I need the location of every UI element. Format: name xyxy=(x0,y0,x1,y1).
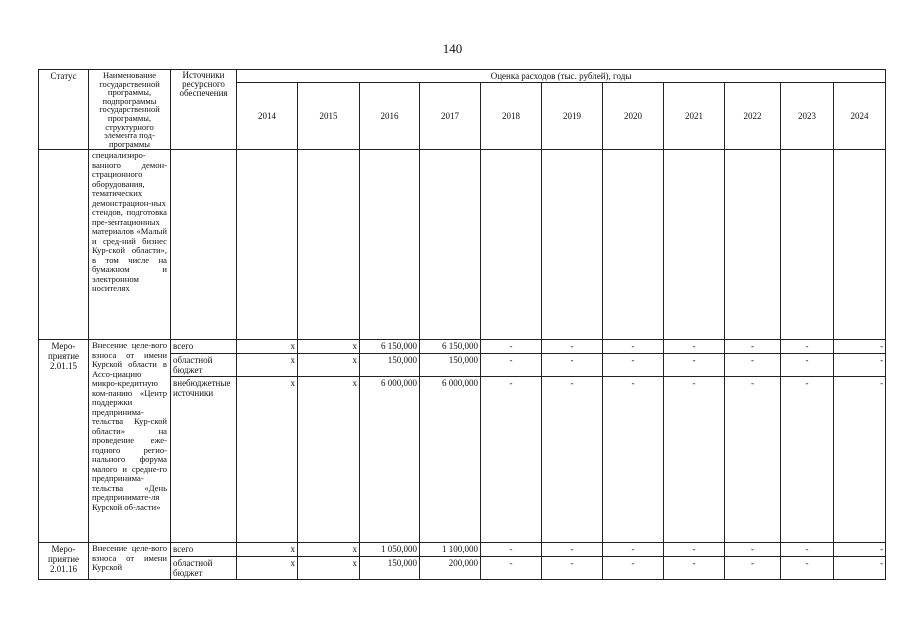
value-cell: 150,000 xyxy=(420,354,481,377)
value-cell: - xyxy=(664,340,725,354)
source-label: внебюджетные источники xyxy=(171,377,237,543)
value-cell: - xyxy=(481,377,542,543)
value-cell: - xyxy=(603,377,664,543)
value-cell: - xyxy=(781,557,834,580)
header-status: Статус xyxy=(39,70,89,150)
value-cell: - xyxy=(781,340,834,354)
value-cell: - xyxy=(781,377,834,543)
year-header: 2021 xyxy=(664,83,725,150)
value-cell: - xyxy=(725,377,781,543)
expenses-table xyxy=(38,69,886,580)
source-label: областной бюджет xyxy=(171,557,237,580)
value-cell: - xyxy=(481,557,542,580)
year-header: 2014 xyxy=(237,83,298,150)
source-label: всего xyxy=(171,340,237,354)
value-cell: - xyxy=(603,354,664,377)
year-header: 2018 xyxy=(481,83,542,150)
value-cell: - xyxy=(781,354,834,377)
year-header: 2022 xyxy=(725,83,781,150)
value-cell: - xyxy=(542,354,603,377)
page-number: 140 xyxy=(442,41,463,56)
value-cell: - xyxy=(603,557,664,580)
value-cell: - xyxy=(664,377,725,543)
continuation-text: специализиро-ванного демон-страционного оборудования, тематических демонстрацион-ных стендов, подготовка пре-зентационных материалов «Малый и сред-ний бизнес Кур-ской области», в том числе на бумажном и электронном носителях xyxy=(89,150,171,340)
year-header: 2015 xyxy=(298,83,360,150)
value-cell: - xyxy=(481,543,542,557)
value-cell: x xyxy=(298,340,360,354)
value-cell: x xyxy=(237,543,298,557)
event-name: Внесение целе-вого взноса от имени Курской области в Ассо-циацию микро-кредитную ком-панию «Центр поддержки предпринима-тельства Кур-ской области» на проведение еже-годного регио-нального форума малого и средне-го предпринима-тельства «День предпринимате-ля Курской об-ласти» xyxy=(89,340,171,543)
year-header: 2019 xyxy=(542,83,603,150)
value-cell: - xyxy=(542,557,603,580)
continuation-row xyxy=(39,150,886,340)
value-cell: - xyxy=(725,543,781,557)
table-row xyxy=(39,543,886,557)
value-cell: 6 150,000 xyxy=(420,340,481,354)
value-cell: - xyxy=(542,377,603,543)
year-header: 2023 xyxy=(781,83,834,150)
value-cell: - xyxy=(542,340,603,354)
value-cell: x xyxy=(237,354,298,377)
value-cell: - xyxy=(834,557,886,580)
header-name: Наименование государственной программы, подпрограммы государственной программы, структурного элемента под-программы xyxy=(89,70,171,150)
value-cell: 1 100,000 xyxy=(420,543,481,557)
table-row xyxy=(39,340,886,354)
year-header: 2016 xyxy=(360,83,420,150)
value-cell: x xyxy=(298,543,360,557)
header-expenses: Оценка расходов (тыс. рублей), годы xyxy=(237,70,886,83)
value-cell: - xyxy=(481,340,542,354)
value-cell: x xyxy=(237,377,298,543)
source-label: всего xyxy=(171,543,237,557)
value-cell: - xyxy=(603,340,664,354)
source-cell xyxy=(171,150,237,340)
value-cell: 6 000,000 xyxy=(420,377,481,543)
value-cell: - xyxy=(664,543,725,557)
header-source: Источники ресурсного обеспечения xyxy=(171,70,237,150)
value-cell: - xyxy=(725,340,781,354)
value-cell: - xyxy=(664,557,725,580)
event-status: Меро-приятие 2.01.16 xyxy=(39,543,89,580)
value-cell: - xyxy=(834,354,886,377)
status-cell xyxy=(39,150,89,340)
year-header: 2020 xyxy=(603,83,664,150)
value-cell: - xyxy=(725,354,781,377)
value-cell: x xyxy=(298,557,360,580)
value-cell: - xyxy=(834,543,886,557)
value-cell: - xyxy=(834,377,886,543)
value-cell: x xyxy=(298,377,360,543)
value-cell: x xyxy=(237,340,298,354)
value-cell: 1 050,000 xyxy=(360,543,420,557)
value-cell: 150,000 xyxy=(360,354,420,377)
value-cell: 200,000 xyxy=(420,557,481,580)
value-cell: - xyxy=(664,354,725,377)
year-header: 2017 xyxy=(420,83,481,150)
event-status: Меро-приятие 2.01.15 xyxy=(39,340,89,543)
value-cell: 6 000,000 xyxy=(360,377,420,543)
value-cell: - xyxy=(834,340,886,354)
value-cell: x xyxy=(237,557,298,580)
value-cell: x xyxy=(298,354,360,377)
value-cell: - xyxy=(781,543,834,557)
event-name: Внесение целе-вого взноса от имени Курской xyxy=(89,543,171,580)
value-cell: - xyxy=(603,543,664,557)
value-cell: 150,000 xyxy=(360,557,420,580)
value-cell: - xyxy=(725,557,781,580)
value-cell: - xyxy=(481,354,542,377)
source-label: областной бюджет xyxy=(171,354,237,377)
value-cell: 6 150,000 xyxy=(360,340,420,354)
value-cell: - xyxy=(542,543,603,557)
year-header: 2024 xyxy=(834,83,886,150)
